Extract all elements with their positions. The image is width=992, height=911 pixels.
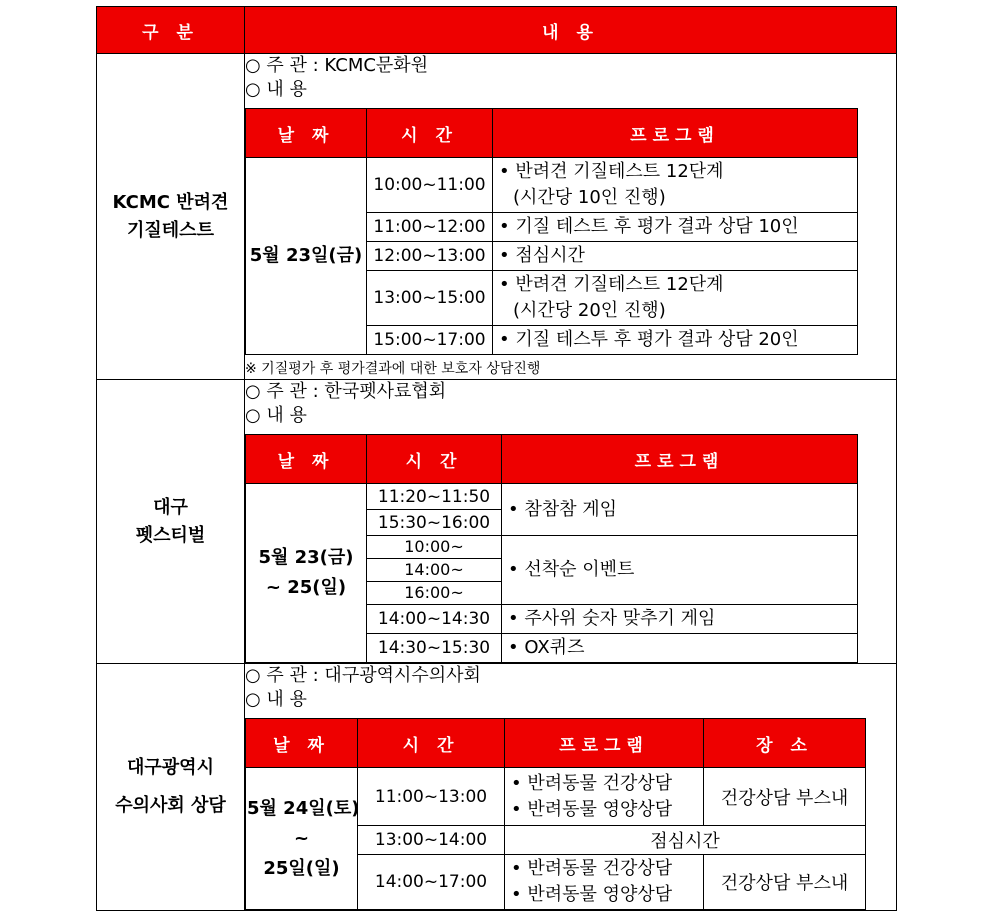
category-line: 대구광역시 bbox=[127, 757, 214, 778]
content-label: ○ 내 용 bbox=[245, 689, 307, 710]
program-cell: • 선착순 이벤트 bbox=[502, 536, 858, 605]
header-content: 내 용 bbox=[245, 7, 897, 54]
program-line: (시간당 10인 진행) bbox=[513, 187, 666, 208]
th-date: 날 짜 bbox=[246, 719, 358, 768]
program-cell: • 기질 테스투 후 평가 결과 상담 20인 bbox=[493, 326, 858, 355]
time-cell: 14:30~15:30 bbox=[367, 634, 502, 663]
category-line: 기질테스트 bbox=[127, 219, 214, 241]
program-cell: • 참참참 게임 bbox=[502, 484, 858, 536]
category-line: KCMC 반려견 bbox=[112, 191, 229, 213]
time-cell: 10:00~11:00 bbox=[367, 158, 493, 213]
time-cell: 12:00~13:00 bbox=[367, 242, 493, 271]
date-cell bbox=[246, 768, 358, 910]
content-cell bbox=[245, 380, 897, 664]
date-line: 5월 23(금) bbox=[258, 547, 354, 568]
date-line: 5월 24일(토) bbox=[247, 797, 360, 819]
content-label: ○ 내 용 bbox=[245, 405, 307, 426]
time-cell: 14:00~14:30 bbox=[367, 605, 502, 634]
program-cell bbox=[493, 271, 858, 326]
time-cell: 15:30~16:00 bbox=[367, 510, 502, 536]
section-vet-consult bbox=[97, 664, 897, 911]
program-cell bbox=[493, 158, 858, 213]
time-cell: 11:00~12:00 bbox=[367, 213, 493, 242]
date-line: ~ bbox=[293, 827, 310, 849]
header-category: 구 분 bbox=[97, 7, 245, 54]
program-line: • 반려동물 건강상담 bbox=[511, 772, 673, 794]
category-cell bbox=[97, 54, 245, 380]
th-time: 시 간 bbox=[367, 435, 502, 484]
time-cell: 14:00~17:00 bbox=[358, 855, 505, 910]
th-place: 장 소 bbox=[704, 719, 866, 768]
program-line: • 반려동물 영양상담 bbox=[511, 798, 673, 820]
section-kcmc bbox=[97, 54, 897, 380]
program-line: • 반려동물 건강상담 bbox=[511, 858, 673, 879]
category-cell bbox=[97, 380, 245, 664]
content-cell bbox=[245, 664, 897, 911]
date-line: 25일(일) bbox=[263, 857, 340, 879]
category-line: 대구 bbox=[153, 496, 188, 518]
time-cell: 10:00~ bbox=[367, 536, 502, 559]
program-cell: 점심시간 bbox=[505, 826, 866, 855]
time-cell: 15:00~17:00 bbox=[367, 326, 493, 355]
th-time: 시 간 bbox=[367, 109, 493, 158]
date-line: ~ 25(일) bbox=[265, 577, 347, 598]
program-line: • 반려견 기질테스트 12단계 bbox=[499, 274, 724, 295]
schedule-table bbox=[96, 6, 897, 911]
program-line: (시간당 20인 진행) bbox=[513, 300, 666, 321]
organizer-line: ○ 주 관 : 대구광역시수의사회 bbox=[245, 665, 481, 686]
th-program: 프로그램 bbox=[505, 719, 704, 768]
organizer-line: ○ 주 관 : KCMC문화원 bbox=[245, 55, 429, 76]
header-row bbox=[97, 7, 897, 54]
th-program: 프로그램 bbox=[493, 109, 858, 158]
time-cell: 14:00~ bbox=[367, 559, 502, 582]
place-cell: 건강상담 부스내 bbox=[704, 768, 866, 826]
program-cell: • OX퀴즈 bbox=[502, 634, 858, 663]
program-table bbox=[245, 108, 858, 355]
content-cell bbox=[245, 54, 897, 380]
program-cell: • 점심시간 bbox=[493, 242, 858, 271]
section-festival bbox=[97, 380, 897, 664]
time-cell: 16:00~ bbox=[367, 582, 502, 605]
content-label: ○ 내 용 bbox=[245, 79, 307, 100]
program-table bbox=[245, 718, 866, 910]
category-cell bbox=[97, 664, 245, 911]
time-cell: 11:00~13:00 bbox=[358, 768, 505, 826]
program-line: • 반려동물 영양상담 bbox=[511, 884, 673, 905]
th-time: 시 간 bbox=[358, 719, 505, 768]
program-table bbox=[245, 434, 858, 663]
date-cell: 5월 23일(금) bbox=[246, 158, 367, 355]
time-cell: 13:00~14:00 bbox=[358, 826, 505, 855]
program-line: • 반려견 기질테스트 12단계 bbox=[499, 161, 724, 182]
th-program: 프로그램 bbox=[502, 435, 858, 484]
date-cell bbox=[246, 484, 367, 663]
program-cell: • 주사위 숫자 맞추기 게임 bbox=[502, 605, 858, 634]
category-line: 수의사회 상담 bbox=[115, 795, 226, 816]
note-text: ※ 기질평가 후 평가결과에 대한 보호자 상담진행 bbox=[245, 361, 541, 377]
category-line: 펫스티벌 bbox=[135, 524, 206, 546]
time-cell: 13:00~15:00 bbox=[367, 271, 493, 326]
th-date: 날 짜 bbox=[246, 109, 367, 158]
program-cell bbox=[505, 768, 704, 826]
place-cell: 건강상담 부스내 bbox=[704, 855, 866, 910]
th-date: 날 짜 bbox=[246, 435, 367, 484]
program-cell: • 기질 테스트 후 평가 결과 상담 10인 bbox=[493, 213, 858, 242]
program-cell bbox=[505, 855, 704, 910]
time-cell: 11:20~11:50 bbox=[367, 484, 502, 510]
organizer-line: ○ 주 관 : 한국펫사료협회 bbox=[245, 381, 447, 402]
